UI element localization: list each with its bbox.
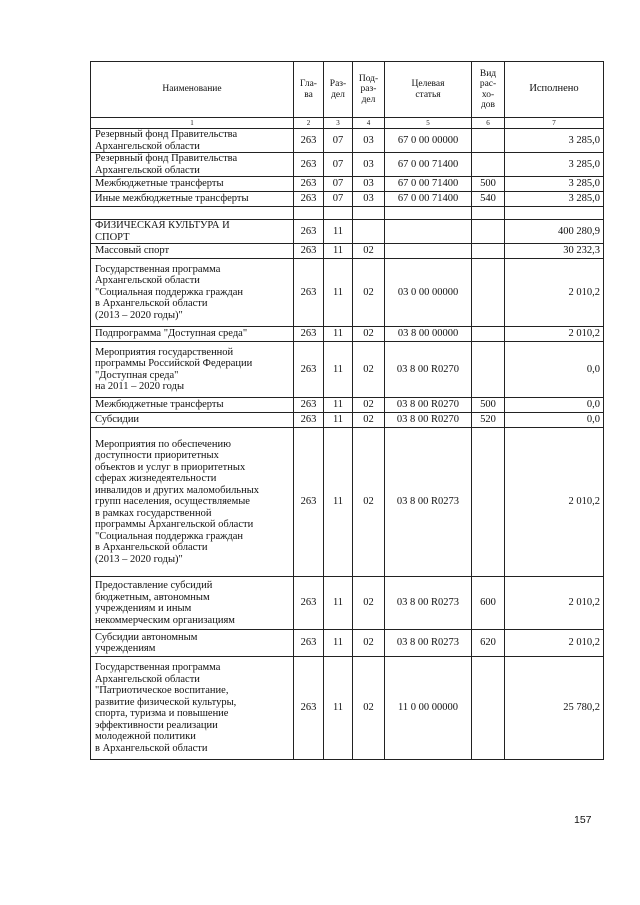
row-section: 11 xyxy=(324,657,353,760)
row-subsection: 02 xyxy=(353,342,385,398)
row-section: 11 xyxy=(324,327,353,342)
row-executed-amount: 30 232,3 xyxy=(505,244,604,259)
row-section: 11 xyxy=(324,630,353,657)
row-subsection xyxy=(353,207,385,220)
row-target-item xyxy=(385,244,472,259)
row-target-item: 03 8 00 R0273 xyxy=(385,428,472,577)
row-expense-type xyxy=(472,327,505,342)
header-executed: Исполнено xyxy=(505,62,604,118)
row-name: Массовый спорт xyxy=(91,244,294,259)
row-target-item: 67 0 00 71400 xyxy=(385,153,472,177)
row-executed-amount: 0,0 xyxy=(505,342,604,398)
row-executed-amount: 3 285,0 xyxy=(505,192,604,207)
table-row xyxy=(91,207,604,220)
column-number: 7 xyxy=(505,118,604,129)
row-expense-type: 600 xyxy=(472,577,505,630)
row-target-item: 03 8 00 R0270 xyxy=(385,342,472,398)
row-section: 07 xyxy=(324,177,353,192)
row-expense-type: 540 xyxy=(472,192,505,207)
row-expense-type xyxy=(472,428,505,577)
row-executed-amount: 3 285,0 xyxy=(505,177,604,192)
header-name: Наименование xyxy=(91,62,294,118)
row-section xyxy=(324,207,353,220)
row-section: 11 xyxy=(324,342,353,398)
table-row xyxy=(91,177,604,192)
header-row xyxy=(91,62,604,118)
table-row xyxy=(91,398,604,413)
table-row xyxy=(91,428,604,577)
column-number: 1 xyxy=(91,118,294,129)
row-section: 07 xyxy=(324,129,353,153)
row-subsection: 02 xyxy=(353,413,385,428)
row-section: 11 xyxy=(324,413,353,428)
row-chapter xyxy=(294,207,324,220)
table-body xyxy=(91,129,604,760)
row-chapter: 263 xyxy=(294,657,324,760)
row-expense-type: 620 xyxy=(472,630,505,657)
header-target-item: Целевая статья xyxy=(385,62,472,118)
row-subsection: 03 xyxy=(353,153,385,177)
row-name: Резервный фонд Правительства Архангельской области xyxy=(91,129,294,153)
row-subsection: 03 xyxy=(353,177,385,192)
row-section: 11 xyxy=(324,220,353,244)
table-row xyxy=(91,327,604,342)
row-chapter: 263 xyxy=(294,244,324,259)
column-number: 4 xyxy=(353,118,385,129)
row-subsection: 02 xyxy=(353,398,385,413)
row-section: 11 xyxy=(324,428,353,577)
column-number: 6 xyxy=(472,118,505,129)
row-subsection: 02 xyxy=(353,327,385,342)
row-executed-amount: 0,0 xyxy=(505,398,604,413)
row-target-item: 11 0 00 00000 xyxy=(385,657,472,760)
row-expense-type: 520 xyxy=(472,413,505,428)
row-name: Иные межбюджетные трансферты xyxy=(91,192,294,207)
row-executed-amount: 25 780,2 xyxy=(505,657,604,760)
row-executed-amount: 400 280,9 xyxy=(505,220,604,244)
row-chapter: 263 xyxy=(294,577,324,630)
row-subsection: 02 xyxy=(353,630,385,657)
row-chapter: 263 xyxy=(294,327,324,342)
row-target-item xyxy=(385,207,472,220)
table-row xyxy=(91,129,604,153)
table-row xyxy=(91,657,604,760)
row-target-item: 03 8 00 R0273 xyxy=(385,630,472,657)
table-row xyxy=(91,259,604,327)
row-executed-amount: 2 010,2 xyxy=(505,259,604,327)
column-number-row xyxy=(91,118,604,129)
row-name: Мероприятия государственной программы Российской Федерации "Доступная среда" на 2011 – 2020 годы xyxy=(91,342,294,398)
row-executed-amount: 3 285,0 xyxy=(505,129,604,153)
row-name: Мероприятия по обеспечению доступности приоритетных объектов и услуг в приоритетных сферах жизнедеятельности инвалидов и других маломобильных групп населения, осуществляемые в рамках государственной программы Архангельской области "Социальная поддержка граждан в Архангельской области (2013 – 2020 годы)" xyxy=(91,428,294,577)
table-row xyxy=(91,342,604,398)
row-name: Межбюджетные трансферты xyxy=(91,398,294,413)
table-row xyxy=(91,577,604,630)
row-target-item: 03 8 00 R0270 xyxy=(385,398,472,413)
row-chapter: 263 xyxy=(294,192,324,207)
row-section: 07 xyxy=(324,192,353,207)
row-name: Государственная программа Архангельской области "Социальная поддержка граждан в Архангельской области (2013 – 2020 годы)" xyxy=(91,259,294,327)
row-target-item: 03 8 00 00000 xyxy=(385,327,472,342)
row-chapter: 263 xyxy=(294,129,324,153)
row-subsection: 03 xyxy=(353,192,385,207)
column-number: 2 xyxy=(294,118,324,129)
row-expense-type xyxy=(472,207,505,220)
row-subsection: 02 xyxy=(353,259,385,327)
row-name: Государственная программа Архангельской области "Патриотическое воспитание, развитие физической культуры, спорта, туризма и повышение эффективности реализации молодежной политики в Архангельской области xyxy=(91,657,294,760)
table-row xyxy=(91,153,604,177)
row-expense-type: 500 xyxy=(472,398,505,413)
row-name: Резервный фонд Правительства Архангельской области xyxy=(91,153,294,177)
table-row xyxy=(91,192,604,207)
row-name xyxy=(91,207,294,220)
row-target-item: 03 8 00 R0273 xyxy=(385,577,472,630)
header-expense-type: Вид рас- хо- дов xyxy=(472,62,505,118)
row-chapter: 263 xyxy=(294,428,324,577)
row-chapter: 263 xyxy=(294,342,324,398)
row-section: 11 xyxy=(324,577,353,630)
row-expense-type xyxy=(472,657,505,760)
row-chapter: 263 xyxy=(294,630,324,657)
row-target-item: 67 0 00 71400 xyxy=(385,192,472,207)
row-executed-amount: 3 285,0 xyxy=(505,153,604,177)
row-expense-type: 500 xyxy=(472,177,505,192)
row-name: Субсидии автономным учреждениям xyxy=(91,630,294,657)
table-row xyxy=(91,244,604,259)
row-section: 11 xyxy=(324,398,353,413)
row-chapter: 263 xyxy=(294,413,324,428)
row-subsection: 02 xyxy=(353,657,385,760)
row-expense-type xyxy=(472,259,505,327)
row-target-item: 67 0 00 71400 xyxy=(385,177,472,192)
row-target-item: 03 8 00 R0270 xyxy=(385,413,472,428)
table-row xyxy=(91,220,604,244)
row-name: Субсидии xyxy=(91,413,294,428)
row-subsection: 02 xyxy=(353,428,385,577)
page-number: 157 xyxy=(574,814,592,826)
row-expense-type xyxy=(472,220,505,244)
row-expense-type xyxy=(472,153,505,177)
table-row xyxy=(91,413,604,428)
header-section: Раз- дел xyxy=(324,62,353,118)
row-section: 11 xyxy=(324,259,353,327)
row-chapter: 263 xyxy=(294,259,324,327)
row-name: Подпрограмма "Доступная среда" xyxy=(91,327,294,342)
row-name: ФИЗИЧЕСКАЯ КУЛЬТУРА И СПОРТ xyxy=(91,220,294,244)
row-expense-type xyxy=(472,342,505,398)
header-chapter: Гла- ва xyxy=(294,62,324,118)
row-subsection: 02 xyxy=(353,577,385,630)
row-target-item: 67 0 00 00000 xyxy=(385,129,472,153)
row-executed-amount xyxy=(505,207,604,220)
row-section: 07 xyxy=(324,153,353,177)
row-executed-amount: 0,0 xyxy=(505,413,604,428)
row-name: Предоставление субсидий бюджетным, автономным учреждениям и иным некоммерческим организациям xyxy=(91,577,294,630)
row-chapter: 263 xyxy=(294,398,324,413)
row-subsection: 03 xyxy=(353,129,385,153)
row-chapter: 263 xyxy=(294,177,324,192)
column-number: 5 xyxy=(385,118,472,129)
row-executed-amount: 2 010,2 xyxy=(505,630,604,657)
row-chapter: 263 xyxy=(294,220,324,244)
column-number: 3 xyxy=(324,118,353,129)
header-subsection: Под- раз- дел xyxy=(353,62,385,118)
row-name: Межбюджетные трансферты xyxy=(91,177,294,192)
row-chapter: 263 xyxy=(294,153,324,177)
row-target-item xyxy=(385,220,472,244)
row-target-item: 03 0 00 00000 xyxy=(385,259,472,327)
row-section: 11 xyxy=(324,244,353,259)
budget-table xyxy=(90,61,604,760)
row-subsection: 02 xyxy=(353,244,385,259)
row-subsection xyxy=(353,220,385,244)
row-expense-type xyxy=(472,244,505,259)
table-row xyxy=(91,630,604,657)
row-executed-amount: 2 010,2 xyxy=(505,327,604,342)
row-executed-amount: 2 010,2 xyxy=(505,428,604,577)
row-expense-type xyxy=(472,129,505,153)
row-executed-amount: 2 010,2 xyxy=(505,577,604,630)
